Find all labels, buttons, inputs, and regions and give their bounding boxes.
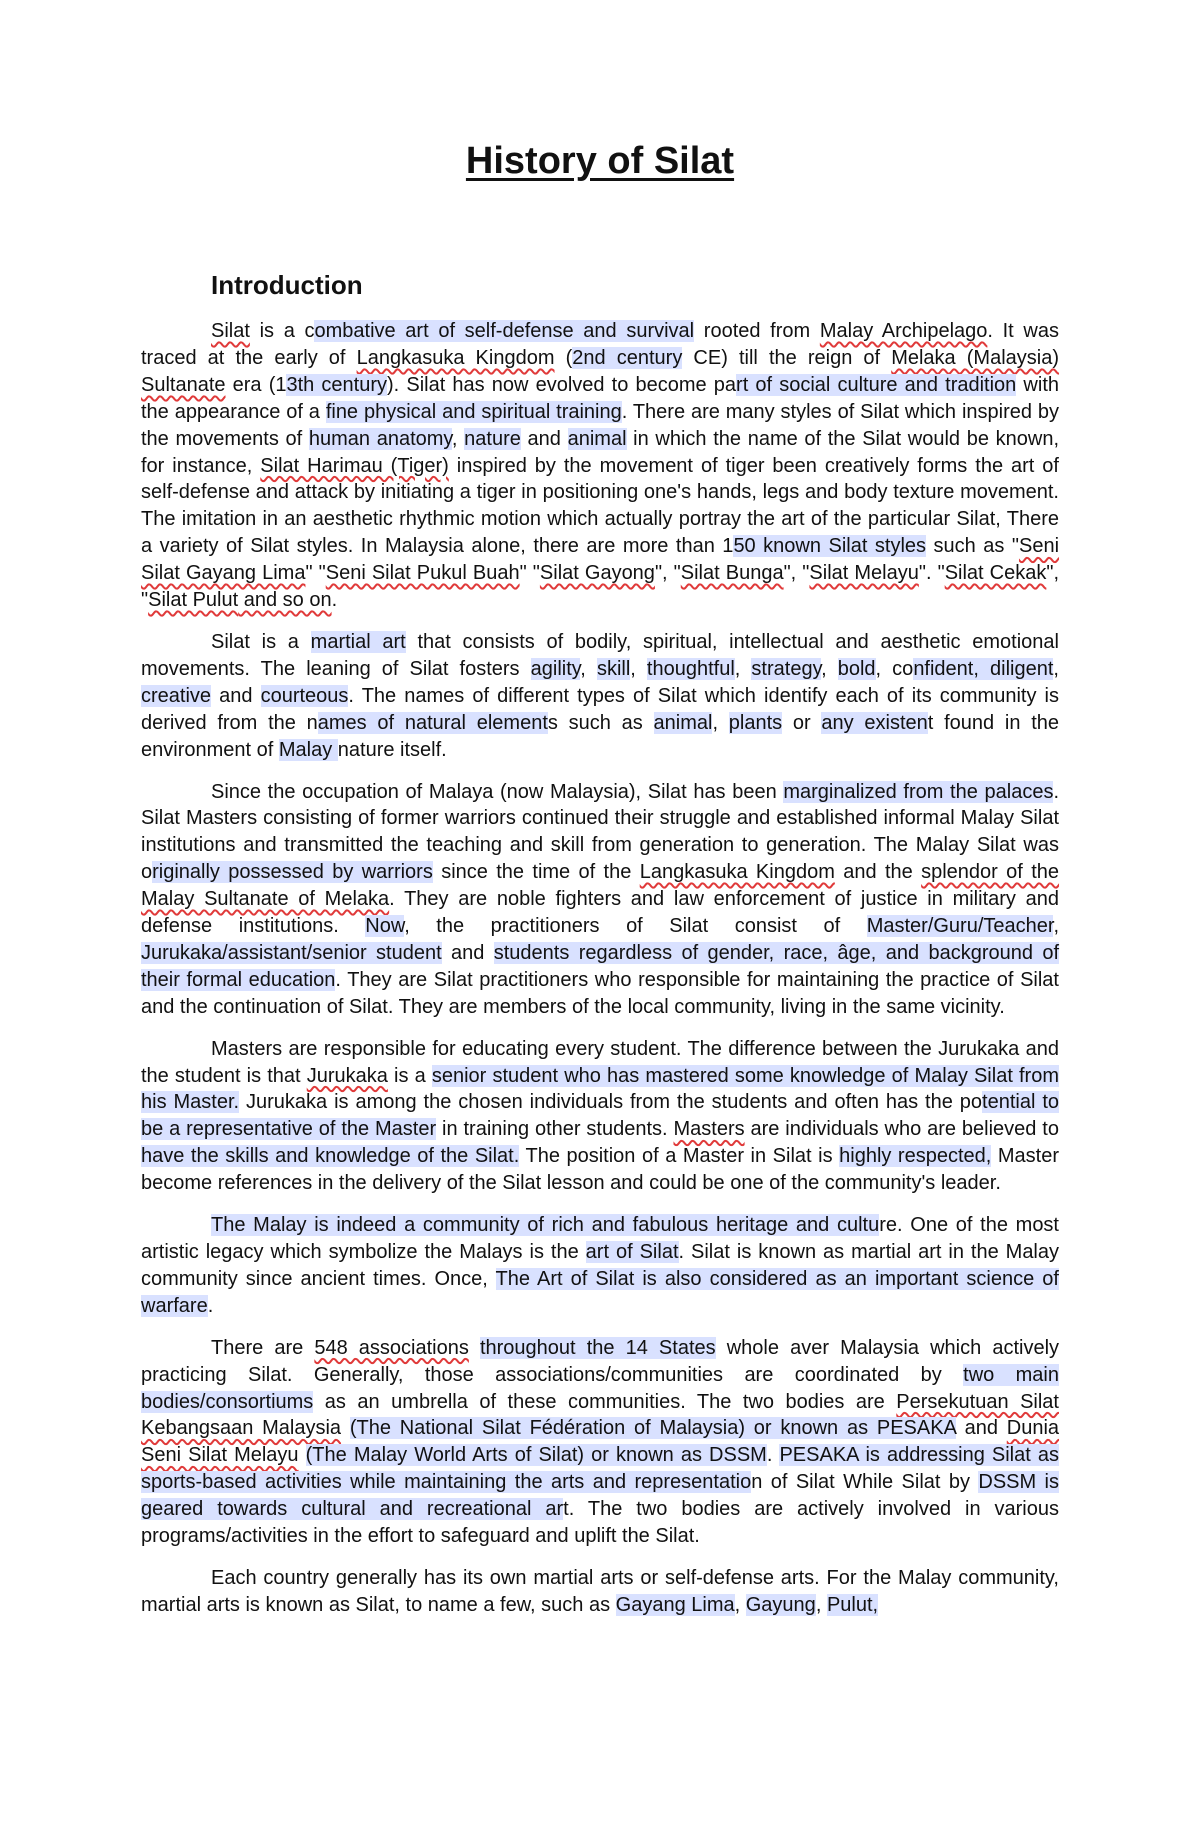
paragraph [141, 1036, 1059, 1197]
text-run: whole aver Malaysia which actively practicing Silat. Generally, those associations/communities are coordinated by [141, 1336, 1060, 1386]
text-run: that consists of bodily, spiritual, intellectual and aesthetic emotional movements. The leaning of Silat fosters [141, 630, 1059, 680]
text-run: is a [387, 1064, 432, 1087]
underlined-text: Melaka (Malaysia) Sultanate [141, 346, 1060, 396]
highlighted-text: highly respected, [839, 1145, 992, 1168]
highlighted-text: (The National Silat Fédération of Malaysia) or known as PESAKA [349, 1417, 956, 1440]
text-run: , [734, 657, 752, 680]
highlighted-text: 2nd century [572, 346, 683, 369]
text-run: is a c [249, 320, 315, 342]
text-run: . [766, 1444, 780, 1467]
text-run: , [580, 657, 597, 680]
text-run: in training other students. [436, 1118, 674, 1141]
highlighted-text: strategy [751, 657, 822, 680]
underlined-text: Dunia Seni Silat Melayu [141, 1417, 1060, 1467]
underlined-text: Persekutuan Silat Kebangsaan Malaysia [141, 1390, 1059, 1440]
underlined-text: and so on [238, 589, 332, 612]
underlined-text: Silat Bunga [680, 562, 784, 585]
text-run [341, 1417, 350, 1439]
text-run: Master become references in the delivery of the Silat lesson and could be one of the community's leader. [141, 1145, 1060, 1195]
highlighted-text: Jurukaka/assistant/senior student [141, 941, 442, 964]
underlined-text: Masters [673, 1118, 745, 1141]
text-run: , [712, 711, 729, 734]
highlighted-text: bold [837, 657, 876, 680]
highlighted-text: nature [464, 427, 521, 450]
text-run: and the [834, 861, 922, 884]
text-run: ", " [141, 562, 1060, 612]
page-title: History of Silat [465, 140, 735, 182]
text-run: , [734, 1593, 746, 1616]
underlined-text: Silat Cekak [944, 562, 1047, 585]
highlighted-text: PESAKA is addressing Silat as sports-based activities while maintaining the arts and representatio [141, 1444, 1060, 1494]
underlined-text: 548 associations [314, 1336, 469, 1359]
highlighted-text: ames of natural element [317, 711, 548, 734]
text-run: inspired by the movement of tiger been creatively forms the art of self-defense and attack by initiating a tiger in positioning one's hands, legs and body texture movement. The imitation in an aesthetic rhythmic motion which actually portray the art of the particular Silat, There a variety of Silat styles. In Malaysia alone, there are more than 1 [141, 454, 1059, 558]
highlighted-text: nfident, diligent [913, 657, 1054, 680]
highlighted-text: Pulut, [826, 1593, 879, 1616]
highlighted-text: creative [141, 684, 212, 707]
text-run: There are [211, 1336, 315, 1359]
highlighted-text: martial art [310, 630, 406, 653]
underlined-text: Silat Pulut [148, 589, 239, 612]
text-run: such as " [926, 535, 1019, 558]
paragraph [141, 779, 1059, 1021]
highlighted-text: plants [728, 711, 783, 734]
underlined-text: Seni Silat Pukul Buah [325, 562, 520, 585]
highlighted-text: riginally possessed by warriors [152, 861, 433, 884]
text-run: era (1 [225, 373, 287, 396]
text-run: The position of a Master in Silat is [519, 1145, 840, 1168]
text-run: . They are Silat practitioners who responsible for maintaining the practice of Silat and the continuation of Silat. They are members of the local community, living in the same vicinity. [141, 968, 1059, 1018]
highlighted-text: tential to be a representative of the Master [141, 1091, 1060, 1141]
text-run: since the time of the [432, 861, 640, 884]
underlined-text: splendor of the Malay Sultanate of Melaka [141, 861, 1060, 911]
text-run: , [1053, 915, 1059, 938]
paragraph [141, 629, 1059, 764]
paragraph [141, 1565, 1059, 1619]
text-run: rooted from [694, 320, 820, 342]
text-run: , co [875, 657, 914, 680]
highlighted-text: Now [365, 915, 405, 938]
text-run: , [451, 427, 465, 450]
text-run: ", " [654, 562, 681, 585]
highlighted-text: 3th century [286, 373, 388, 396]
text-run: in which the name of the Silat would be known, for instance, [141, 427, 1060, 477]
text-run: , [630, 657, 647, 680]
highlighted-text: agility [530, 657, 581, 680]
highlighted-text: DSSM is geared towards cultural and recreational ar [141, 1471, 1060, 1521]
text-run: Each country generally has its own martial arts or self-defense arts. For the Malay community, martial arts is known as Silat, to name a few, such as [141, 1566, 1059, 1616]
text-run: ". " [918, 562, 945, 585]
text-run: . There are many styles of Silat which inspired by the movements of [141, 400, 1059, 450]
highlighted-text: thoughtful [646, 657, 735, 680]
text-run: as an umbrella of these communities. The two bodies are [313, 1390, 897, 1413]
paragraph [141, 318, 1059, 614]
highlighted-text: have the skills and knowledge of the Silat. [141, 1145, 520, 1168]
highlighted-text: 50 known Silat styles [733, 535, 927, 558]
highlighted-text: skill [596, 657, 631, 680]
text-run: Since the occupation of Malaya (now Malaysia), Silat has been [211, 780, 784, 803]
underlined-text: Silat [211, 320, 250, 342]
highlighted-text: art of Silat [585, 1241, 679, 1263]
underlined-text: Langkasuka Kingdom [639, 861, 835, 884]
highlighted-text: (The Malay World Arts of Silat) or known as DSSM [305, 1444, 767, 1467]
text-run: . [331, 589, 338, 612]
text-run: and [520, 427, 568, 450]
text-run: . [207, 1294, 214, 1317]
paragraph [141, 1212, 1059, 1320]
text-run: t. The two bodies are actively involved in various programs/activities in the effort to safeguard and uplift the Silat. [141, 1498, 1059, 1548]
underlined-text: Langkasuka Kingdom [356, 346, 555, 369]
text-run: CE) till the reign of [682, 346, 892, 369]
text-run: are individuals who are believed to [744, 1118, 1059, 1141]
text-run: " " [519, 562, 540, 585]
underlined-text: Silat Melayu [809, 562, 919, 585]
text-run: nature itself. [337, 738, 447, 761]
highlighted-text: Gayung [745, 1593, 816, 1616]
highlighted-text: Master/Guru/Teacher [866, 915, 1054, 938]
highlighted-text: two main bodies/consortiums [141, 1363, 1059, 1413]
text-run: ", " [783, 562, 810, 585]
text-run: " " [305, 562, 326, 585]
text-run: , the practitioners of Silat consist of [404, 915, 867, 938]
text-run: Masters are responsible for educating every student. The difference between the Jurukaka and the student is that [141, 1037, 1059, 1087]
text-run: t found in the environment of [141, 711, 1059, 761]
underlined-text: Malay Archipelago [819, 320, 988, 342]
underlined-text: Jurukaka [306, 1064, 388, 1087]
highlighted-text: ombative art of self-defense and survival [314, 320, 695, 342]
text-run: and [211, 684, 261, 707]
highlighted-text: courteous [260, 684, 349, 707]
text-run: re. One of the most artistic legacy which symbolize the Malays is the [141, 1214, 1059, 1263]
text-run [299, 1444, 306, 1466]
text-run: . They are noble fighters and law enforcement of justice in military and defense institutions. [141, 888, 1059, 938]
highlighted-text: senior student who has mastered some knowledge of Malay Silat from his Master. [141, 1064, 1060, 1114]
underlined-text: Seni Silat Gayang Lima [141, 535, 1060, 585]
text-run [469, 1337, 480, 1359]
section-heading: Introduction [211, 270, 363, 300]
highlighted-text: The Malay is indeed a community of rich and fabulous heritage and cultu [211, 1214, 880, 1237]
text-run: Jurukaka is among the chosen individuals from the students and often has the po [239, 1091, 983, 1114]
text-run: , [1053, 657, 1059, 680]
highlighted-text: any existen [821, 711, 928, 734]
text-run: and [441, 941, 494, 964]
paragraph [141, 1335, 1059, 1550]
highlighted-text: Malay [278, 738, 338, 761]
text-run: . Silat is known as martial art in the Malay community since ancient times. Once, [141, 1241, 1060, 1290]
text-run: s such as [547, 711, 654, 734]
highlighted-text: throughout the 14 States [479, 1336, 716, 1359]
text-run: . The names of different types of Silat which identify each of its community is derived from the n [141, 684, 1059, 734]
text-run: , [815, 1593, 827, 1616]
text-run: . Silat Masters consisting of former warriors continued their struggle and established informal Malay Silat institutions and transmitted the teaching and skill from generation to generation. The Malay Silat was o [141, 780, 1059, 884]
highlighted-text: animal [567, 427, 627, 450]
highlighted-text: fine physical and spiritual training [325, 400, 622, 423]
highlighted-text: animal [653, 711, 713, 734]
underlined-text: Silat Harimau (Tiger) [260, 454, 449, 477]
text-run: , [821, 657, 838, 680]
text-run: or [782, 711, 822, 734]
text-run: and [955, 1417, 1007, 1440]
text-run: Silat is a [211, 630, 311, 653]
highlighted-text: rt of social culture and tradition [736, 373, 1017, 396]
highlighted-text: students regardless of gender, race, âge, and background of their formal education [141, 941, 1060, 991]
underlined-text: Silat Gayong [539, 562, 655, 585]
highlighted-text: marginalized from the palaces [783, 780, 1054, 803]
text-run: ). Silat has now evolved to become pa [387, 373, 737, 396]
document-body [141, 318, 1059, 1634]
text-run: ( [554, 346, 573, 369]
highlighted-text: human anatomy [308, 427, 452, 450]
text-run: . It was traced at the early of [141, 320, 1059, 369]
highlighted-text: The Art of Silat is also considered as an important science of warfare [141, 1267, 1059, 1317]
text-run: n of Silat While Silat by [751, 1471, 979, 1494]
text-run: with the appearance of a [141, 373, 1059, 423]
highlighted-text: Gayang Lima [615, 1593, 735, 1616]
